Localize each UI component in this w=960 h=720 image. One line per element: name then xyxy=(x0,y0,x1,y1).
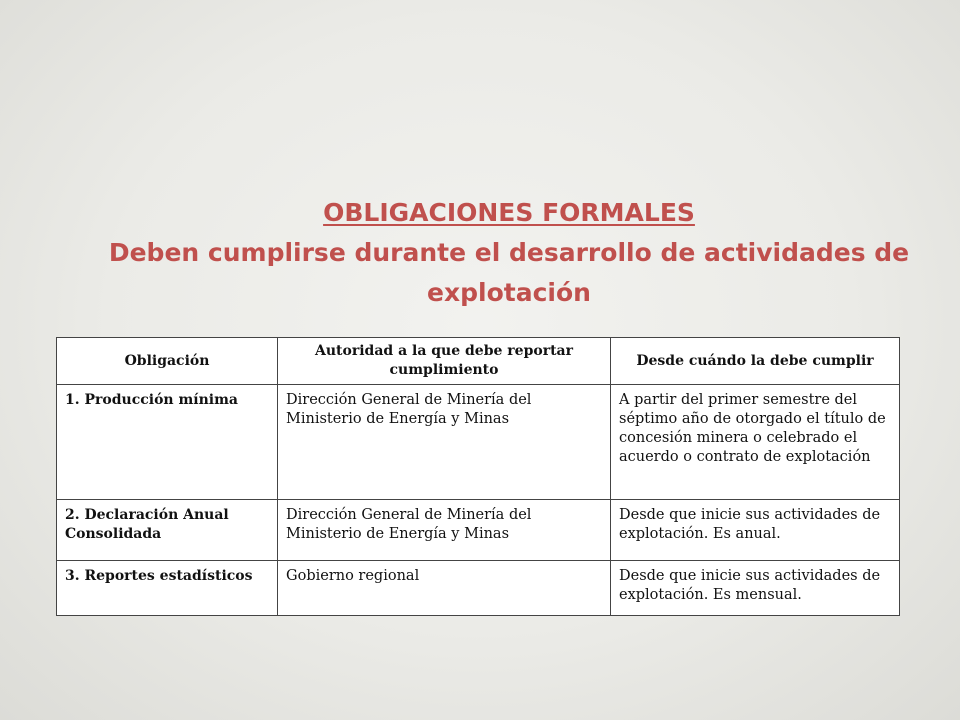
table-row xyxy=(57,500,900,561)
cell-authority: Gobierno regional xyxy=(278,561,611,616)
cell-authority: Dirección General de Minería del Ministerio de Energía y Minas xyxy=(278,500,611,561)
cell-since: Desde que inicie sus actividades de explotación. Es anual. xyxy=(611,500,900,561)
cell-obligation: 3. Reportes estadísticos xyxy=(57,561,278,616)
header-obligation: Obligación xyxy=(57,338,278,385)
table-header-row xyxy=(57,338,900,385)
cell-since: Desde que inicie sus actividades de explotación. Es mensual. xyxy=(611,561,900,616)
cell-obligation: 1. Producción mínima xyxy=(57,385,278,500)
cell-since: A partir del primer semestre del séptimo año de otorgado el título de concesión minera o celebrado el acuerdo o contrato de explotación xyxy=(611,385,900,500)
cell-obligation: 2. Declaración Anual Consolidada xyxy=(57,500,278,561)
header-since: Desde cuándo la debe cumplir xyxy=(611,338,900,385)
cell-authority: Dirección General de Minería del Ministerio de Energía y Minas xyxy=(278,385,611,500)
table-row xyxy=(57,561,900,616)
table-row xyxy=(57,385,900,500)
title-subheading: Deben cumplirse durante el desarrollo de actividades de explotación xyxy=(108,238,910,307)
obligations-table xyxy=(56,337,900,616)
header-authority: Autoridad a la que debe reportar cumplimiento xyxy=(278,338,611,385)
slide-title xyxy=(100,193,918,313)
title-heading: OBLIGACIONES FORMALES xyxy=(323,198,695,227)
